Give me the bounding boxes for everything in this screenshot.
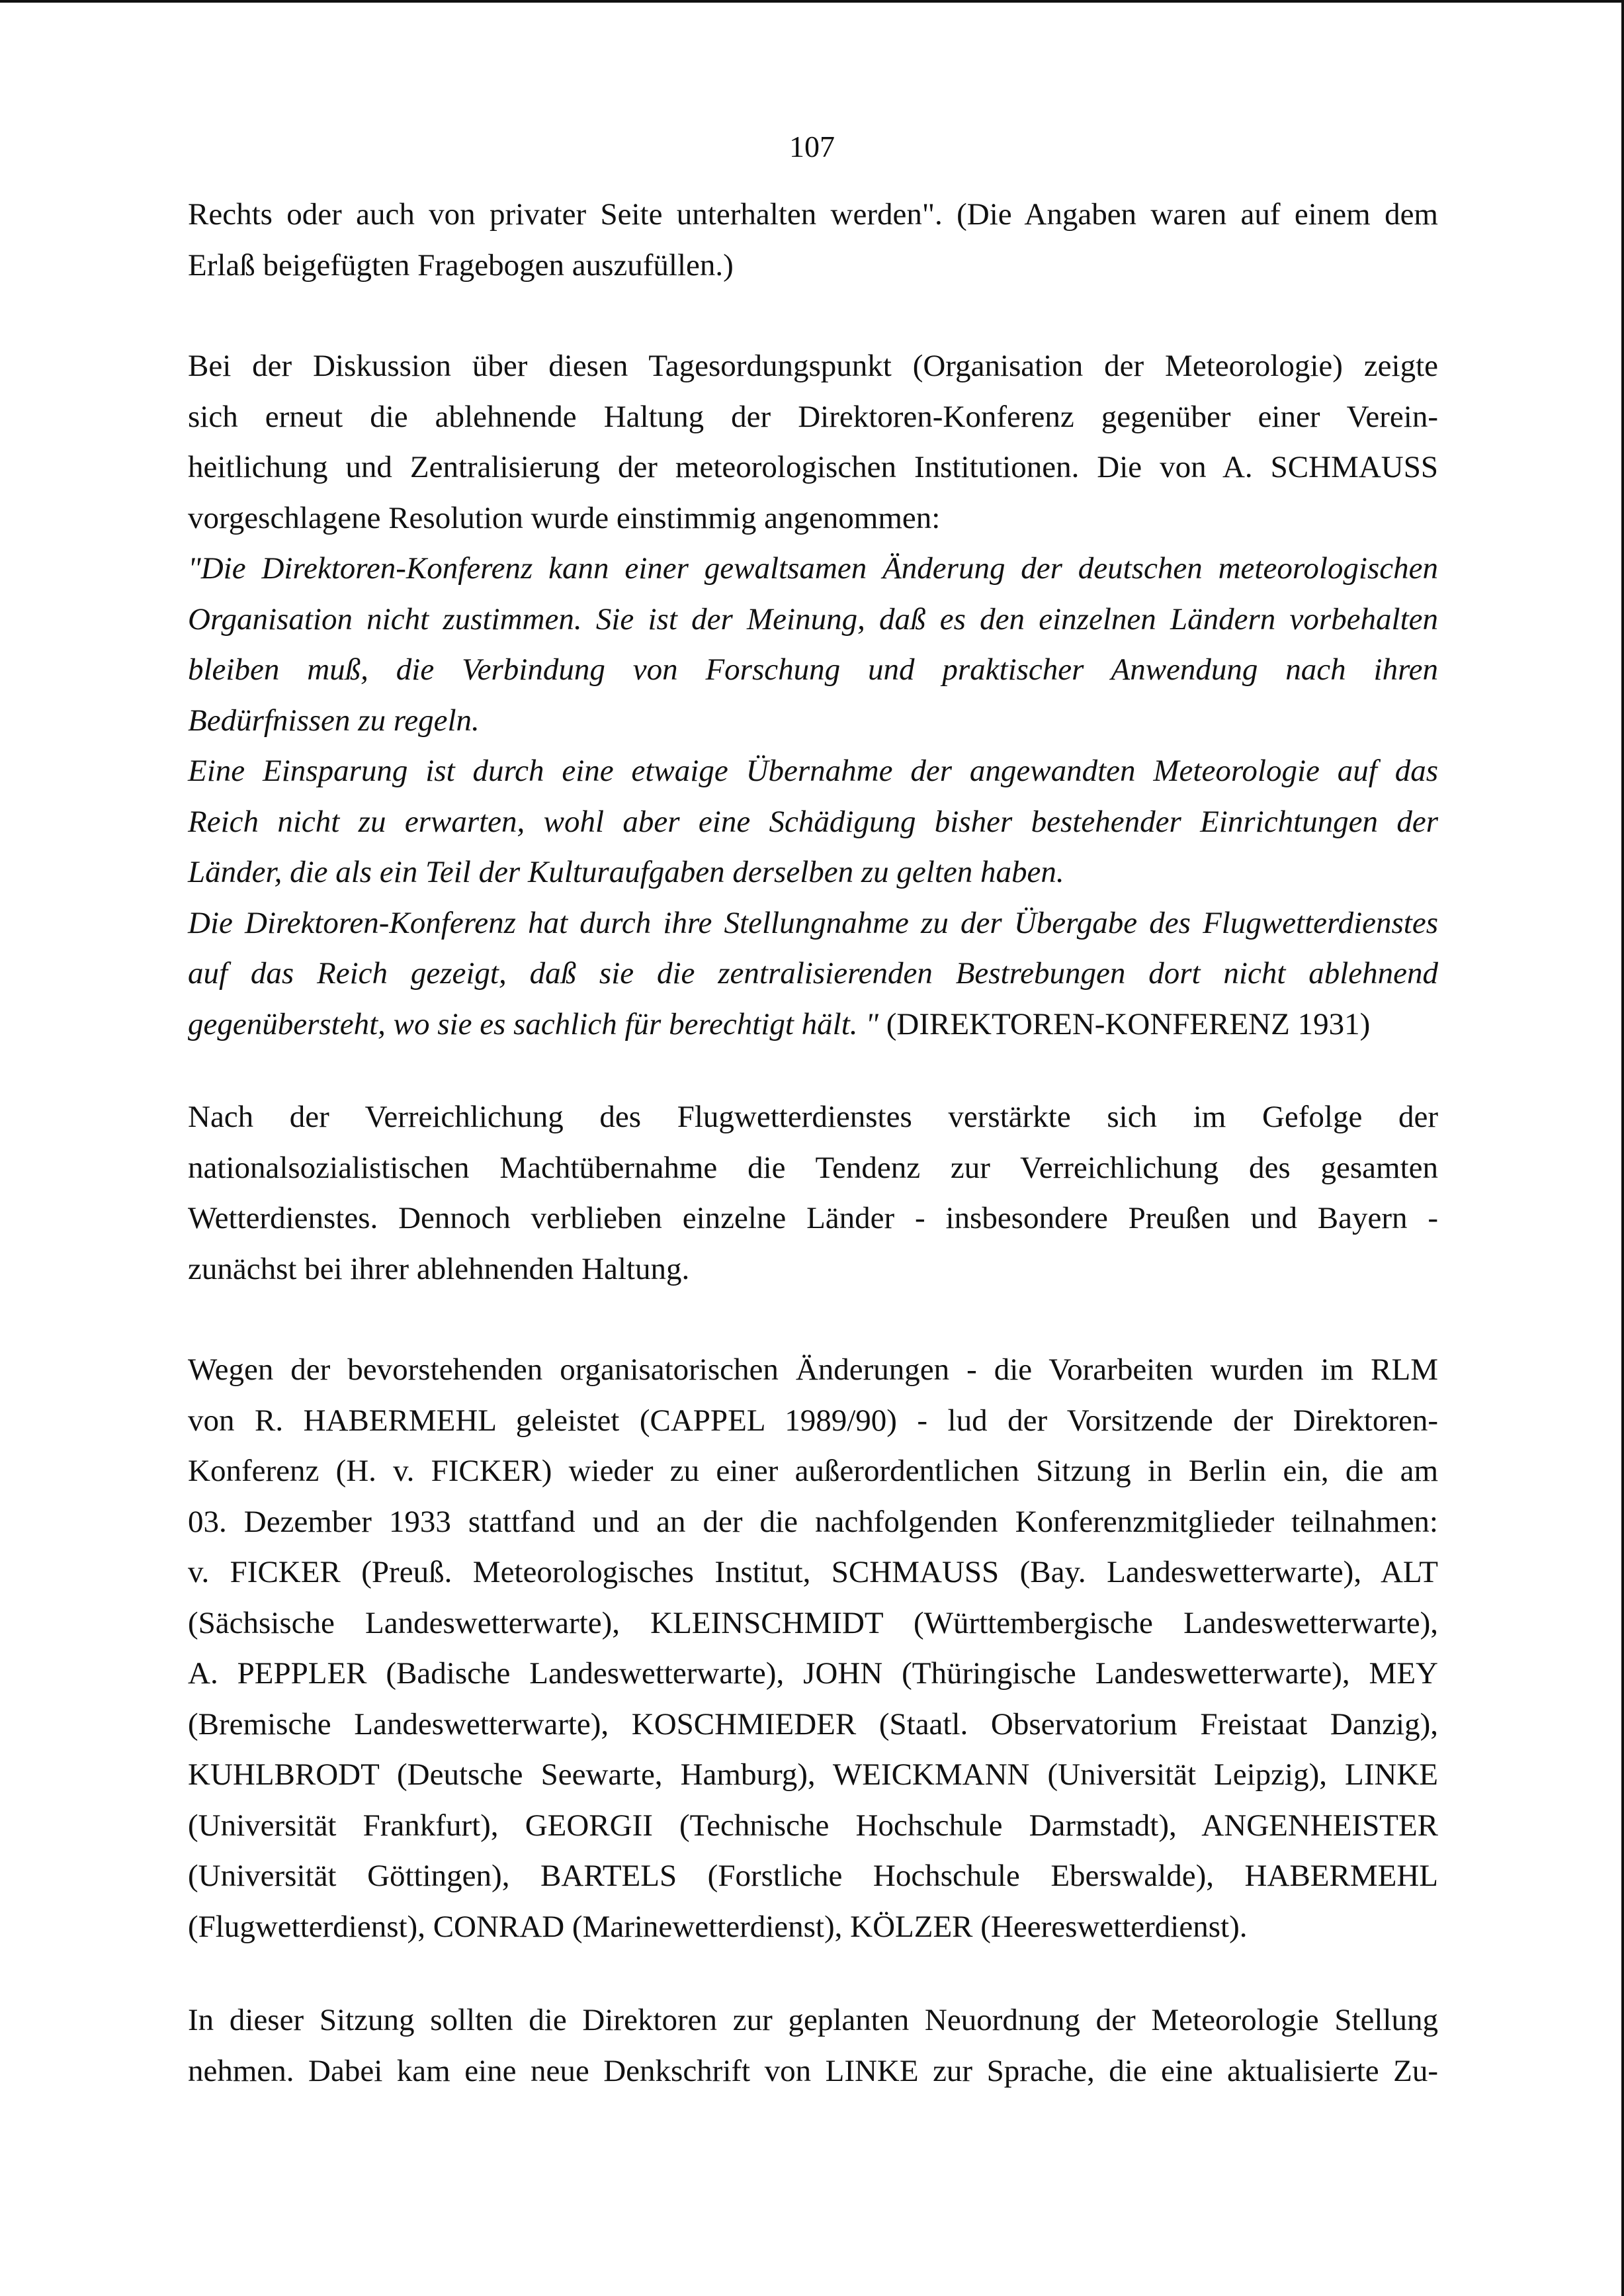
resolution-quote [188,543,1438,1049]
quote-line: Länder, die als ein Teil der Kulturaufgaben derselben zu gelten haben. [188,855,1064,889]
quote-line: Bedürfnissen zu regeln. [188,703,480,738]
text-line: Konferenz (H. v. FICKER) wieder zu einer außerordentlichen Sitzung in Berlin ein, die am [188,1454,1438,1488]
quote-line: Organisation nicht zustimmen. Sie ist der Meinung, daß es den einzelnen Ländern vorbehalten [188,601,1438,637]
text-line: zunächst bei ihrer ablehnenden Haltung. [188,1251,690,1286]
paragraph-sitzung-1933 [188,1345,1438,1952]
text-line: (Universität Göttingen), BARTELS (Forstliche Hochschule Eberswalde), HABERMEHL [188,1859,1438,1893]
text-line: (Universität Frankfurt), GEORGII (Technische Hochschule Darmstadt), ANGENHEISTER [188,1808,1438,1843]
text-line: Rechts oder auch von privater Seite unterhalten werden". (Die Angaben waren auf einem dem [188,197,1438,232]
quote-line: Eine Einsparung ist durch eine etwaige Übernahme der angewandten Meteorologie auf das [188,754,1438,788]
text-line: KUHLBRODT (Deutsche Seewarte, Hamburg), WEICKMANN (Universität Leipzig), LINKE [188,1757,1438,1792]
quote-line: Die Direktoren-Konferenz hat durch ihre Stellungnahme zu der Übergabe des Flugwetterdienstes [188,905,1438,940]
quote-line: bleiben muß, die Verbindung von Forschung und praktischer Anwendung nach ihren [188,652,1438,687]
text-line: von R. HABERMEHL geleistet (CAPPEL 1989/90) - lud der Vorsitzende der Direktoren- [188,1403,1438,1438]
text-line: v. FICKER (Preuß. Meteorologisches Institut, SCHMAUSS (Bay. Landeswetterwarte), ALT [188,1555,1438,1589]
text-line: In dieser Sitzung sollten die Direktoren zur geplanten Neuordnung der Meteorologie Stellung [188,2003,1438,2037]
text-line: A. PEPPLER (Badische Landeswetterwarte), JOHN (Thüringische Landeswetterwarte), MEY [188,1656,1438,1691]
paragraph-discussion [188,341,1438,543]
text-line: nationalsozialistischen Machtübernahme die Tendenz zur Verreichlichung des gesamten [188,1150,1438,1185]
quote-line: Reich nicht zu erwarten, wohl aber eine Schädigung bisher bestehender Einrichtungen der [188,804,1438,839]
text-line: (Flugwetterdienst), CONRAD (Marinewetterdienst), KÖLZER (Heereswetterdienst). [188,1909,1248,1944]
text-line: Nach der Verreichlichung des Flugwetterdienstes verstärkte sich im Gefolge der [188,1100,1438,1134]
text-line: 03. Dezember 1933 stattfand und an der die nachfolgenden Konferenzmitglieder teilnahmen: [188,1504,1438,1539]
quote-line: gegenübersteht, wo sie es sachlich für berechtigt hält. " [188,1006,878,1041]
quote-line: "Die Direktoren-Konferenz kann einer gewaltsamen Änderung der deutschen meteorologischen [188,551,1438,586]
text-line: (Bremische Landeswetterwarte), KOSCHMIEDER (Staatl. Observatorium Freistaat Danzig), [188,1706,1438,1742]
paragraph-verreichlichung [188,1092,1438,1294]
text-line: nehmen. Dabei kam eine neue Denkschrift von LINKE zur Sprache, die eine aktualisierte Zu- [188,2053,1438,2088]
text-line: sich erneut die ablehnende Haltung der Direktoren-Konferenz gegenüber einer Verein- [188,399,1438,434]
paragraph-neuordnung [188,1995,1438,2096]
quote-line: auf das Reich gezeigt, daß sie die zentralisierenden Bestrebungen dort nicht ablehnend [188,956,1438,991]
text-line: Erlaß beigefügten Fragebogen auszufüllen.) [188,247,734,283]
page-number: 107 [789,130,835,163]
quote-final-line [188,999,1438,1050]
text-line: (Sächsische Landeswetterwarte), KLEINSCHMIDT (Württembergische Landeswetterwarte), [188,1605,1438,1640]
paragraph-continuation [188,189,1438,290]
text-line: heitlichung und Zentralisierung der meteorologischen Institutionen. Die von A. SCHMAUSS [188,450,1438,484]
text-line: Bei der Diskussion über diesen Tagesordungspunkt (Organisation der Meteorologie) zeigte [188,349,1438,383]
quote-citation: (DIREKTOREN-KONFERENZ 1931) [878,1006,1371,1041]
text-line: Wetterdienstes. Dennoch verblieben einzelne Länder - insbesondere Preußen und Bayern - [188,1201,1438,1235]
text-line: Wegen der bevorstehenden organisatorischen Änderungen - die Vorarbeiten wurden im RLM [188,1352,1438,1387]
text-line: vorgeschlagene Resolution wurde einstimmig angenommen: [188,500,941,535]
